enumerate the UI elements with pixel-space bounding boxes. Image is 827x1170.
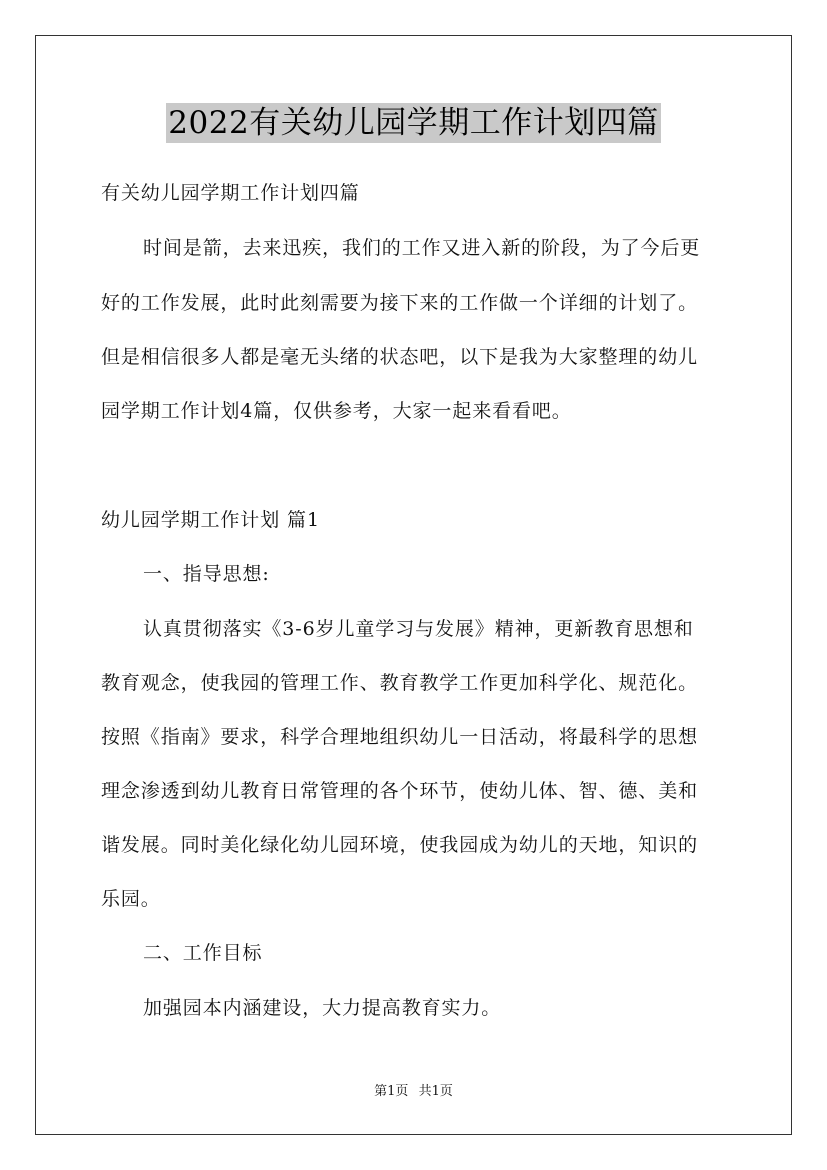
section-heading: 幼儿园学期工作计划 篇1 bbox=[101, 509, 320, 531]
title-container bbox=[0, 103, 827, 143]
page-number: 第1页 bbox=[374, 1084, 409, 1099]
paragraph-line: 乐园。 bbox=[101, 888, 161, 910]
paragraph-line: 教育观念，使我园的管理工作、教育教学工作更加科学化、规范化。 bbox=[101, 672, 699, 694]
intro-line: 好的工作发展，此时此刻需要为接下来的工作做一个详细的计划了。 bbox=[101, 292, 699, 314]
heading-work-goals: 二、工作目标 bbox=[143, 942, 263, 964]
paragraph-line: 认真贯彻落实《3-6岁儿童学习与发展》精神，更新教育思想和 bbox=[143, 618, 694, 640]
intro-line: 园学期工作计划4篇，仅供参考，大家一起来看看吧。 bbox=[101, 400, 572, 422]
document-title: 2022有关幼儿园学期工作计划四篇 bbox=[168, 105, 659, 141]
paragraph-line: 加强园本内涵建设，大力提高教育实力。 bbox=[143, 997, 502, 1019]
intro-line: 但是相信很多人都是毫无头绪的状态吧，以下是我为大家整理的幼儿 bbox=[101, 346, 699, 368]
heading-guiding-thought: 一、指导思想: bbox=[143, 563, 270, 585]
page-total: 共1页 bbox=[418, 1084, 453, 1099]
paragraph-line: 谐发展。同时美化绿化幼儿园环境，使我园成为幼儿的天地，知识的 bbox=[101, 834, 699, 856]
intro-line: 时间是箭，去来迅疾，我们的工作又进入新的阶段，为了今后更 bbox=[143, 237, 701, 259]
document-subtitle: 有关幼儿园学期工作计划四篇 bbox=[101, 182, 360, 204]
paragraph-line: 理念渗透到幼儿教育日常管理的各个环节，使幼儿体、智、德、美和 bbox=[101, 780, 699, 802]
page-footer bbox=[0, 1083, 827, 1101]
paragraph-line: 按照《指南》要求，科学合理地组织幼儿一日活动，将最科学的思想 bbox=[101, 726, 699, 748]
